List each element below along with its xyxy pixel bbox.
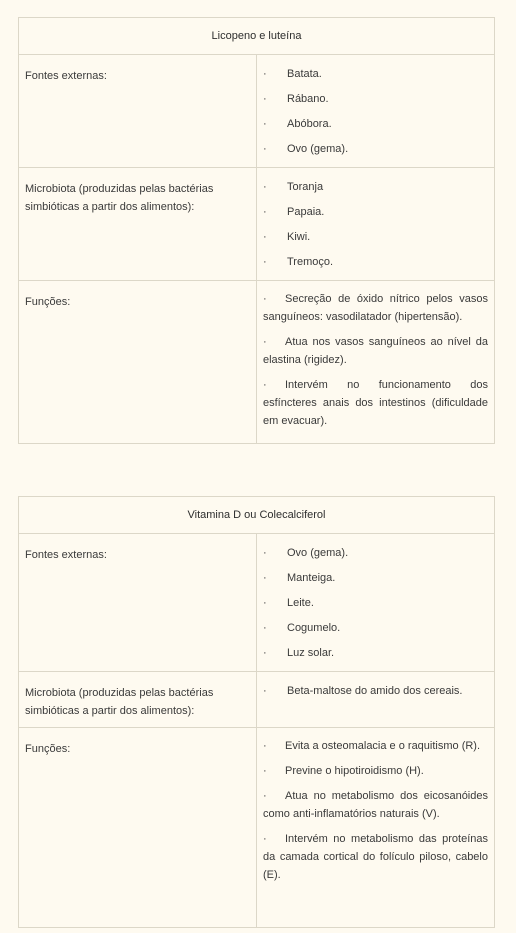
list-item-text: Evita a osteomalacia e o raquitismo (R). xyxy=(285,740,481,752)
bullet-icon: · xyxy=(263,143,267,155)
list-item-text: Rábano. xyxy=(287,93,329,105)
list-item-text: Tremoço. xyxy=(287,256,334,268)
table-title xyxy=(19,18,495,55)
list-item-text: Leite. xyxy=(287,597,314,609)
row-value-cell xyxy=(257,534,495,672)
list-item-text: Atua nos vasos sanguíneos ao nível da elastina (rigidez). xyxy=(263,336,488,366)
row-label: Microbiota (produzidas pelas bactérias simbióticas a partir dos alimentos): xyxy=(25,183,214,213)
row-value-cell xyxy=(257,672,495,728)
bullet-icon: · xyxy=(263,118,267,130)
list-item xyxy=(263,225,488,250)
bullet-icon: · xyxy=(263,685,267,697)
list-item-text: Atua no metabolismo dos eicosanóides como anti-inflamatórios naturais (V). xyxy=(263,790,488,820)
list-item xyxy=(263,175,488,200)
list-item-text: Abóbora. xyxy=(287,118,332,130)
list-item-text: Secreção de óxido nítrico pelos vasos sanguíneos: vasodilatador (hipertensão). xyxy=(263,293,488,323)
list-item xyxy=(263,830,488,884)
list-item-text: Toranja xyxy=(287,181,324,193)
bullet-icon: · xyxy=(263,256,267,268)
bullet-icon: · xyxy=(263,740,267,752)
row-value-cell xyxy=(257,168,495,281)
bullet-list xyxy=(257,55,494,164)
list-item-text: Batata. xyxy=(287,68,322,80)
bullet-icon: · xyxy=(263,379,267,391)
list-item-text: Previne o hipotiroidismo (H). xyxy=(285,765,424,777)
bullet-icon: · xyxy=(263,622,267,634)
list-item-text: Luz solar. xyxy=(287,647,335,659)
list-item-text: Manteiga. xyxy=(287,572,336,584)
bullet-icon: · xyxy=(263,206,267,218)
list-item xyxy=(263,87,488,112)
row-label-cell xyxy=(19,672,257,728)
bullet-icon: · xyxy=(263,293,267,305)
row-value-cell xyxy=(257,728,495,928)
bullet-icon: · xyxy=(263,833,267,845)
row-value-cell xyxy=(257,281,495,444)
licopeno-table xyxy=(18,17,495,444)
table-title-text: Licopeno e luteína xyxy=(211,30,302,42)
list-item xyxy=(263,250,488,275)
list-item-text: Ovo (gema). xyxy=(287,143,349,155)
list-item xyxy=(263,566,488,591)
row-label-cell xyxy=(19,55,257,168)
bullet-icon: · xyxy=(263,547,267,559)
list-item-text: Intervém no metabolismo das proteínas da camada cortical do folículo piloso, cabelo (E). xyxy=(263,833,488,881)
bullet-icon: · xyxy=(263,93,267,105)
bullet-list xyxy=(257,672,494,706)
list-item xyxy=(263,290,488,326)
row-label: Fontes externas: xyxy=(25,70,107,82)
table-title xyxy=(19,497,495,534)
bullet-list xyxy=(257,534,494,668)
list-item-text: Ovo (gema). xyxy=(287,547,349,559)
vitamina-d-table xyxy=(18,496,495,928)
row-label: Fontes externas: xyxy=(25,549,107,561)
list-item xyxy=(263,376,488,430)
list-item-text: Intervém no funcionamento dos esfíncteres anais dos intestinos (dificuldade em evacuar). xyxy=(263,379,488,427)
list-item xyxy=(263,591,488,616)
list-item xyxy=(263,641,488,666)
row-label-cell xyxy=(19,281,257,444)
bullet-icon: · xyxy=(263,765,267,777)
bullet-icon: · xyxy=(263,68,267,80)
row-value-cell xyxy=(257,55,495,168)
bullet-icon: · xyxy=(263,231,267,243)
list-item-text: Papaia. xyxy=(287,206,325,218)
bullet-icon: · xyxy=(263,597,267,609)
row-label: Funções: xyxy=(25,743,71,755)
list-item-text: Kiwi. xyxy=(287,231,311,243)
row-label: Funções: xyxy=(25,296,71,308)
list-item xyxy=(263,616,488,641)
list-item xyxy=(263,787,488,823)
bullet-icon: · xyxy=(263,336,267,348)
list-item xyxy=(263,333,488,369)
bullet-icon: · xyxy=(263,647,267,659)
paragraph-list xyxy=(257,281,494,443)
bullet-icon: · xyxy=(263,790,267,802)
row-label-cell xyxy=(19,534,257,672)
bullet-icon: · xyxy=(263,572,267,584)
paragraph-list xyxy=(257,728,494,897)
row-label: Microbiota (produzidas pelas bactérias simbióticas a partir dos alimentos): xyxy=(25,687,214,717)
row-label-cell xyxy=(19,728,257,928)
list-item xyxy=(263,112,488,137)
bullet-icon: · xyxy=(263,181,267,193)
list-item xyxy=(263,62,488,87)
bullet-list xyxy=(257,168,494,277)
list-item xyxy=(263,137,488,162)
list-item xyxy=(263,541,488,566)
row-label-cell xyxy=(19,168,257,281)
list-item xyxy=(263,679,488,704)
table-title-text: Vitamina D ou Colecalciferol xyxy=(187,509,326,521)
list-item-text: Beta-maltose do amido dos cereais. xyxy=(287,685,463,697)
list-item xyxy=(263,762,488,780)
list-item-text: Cogumelo. xyxy=(287,622,341,634)
list-item xyxy=(263,200,488,225)
list-item xyxy=(263,737,488,755)
